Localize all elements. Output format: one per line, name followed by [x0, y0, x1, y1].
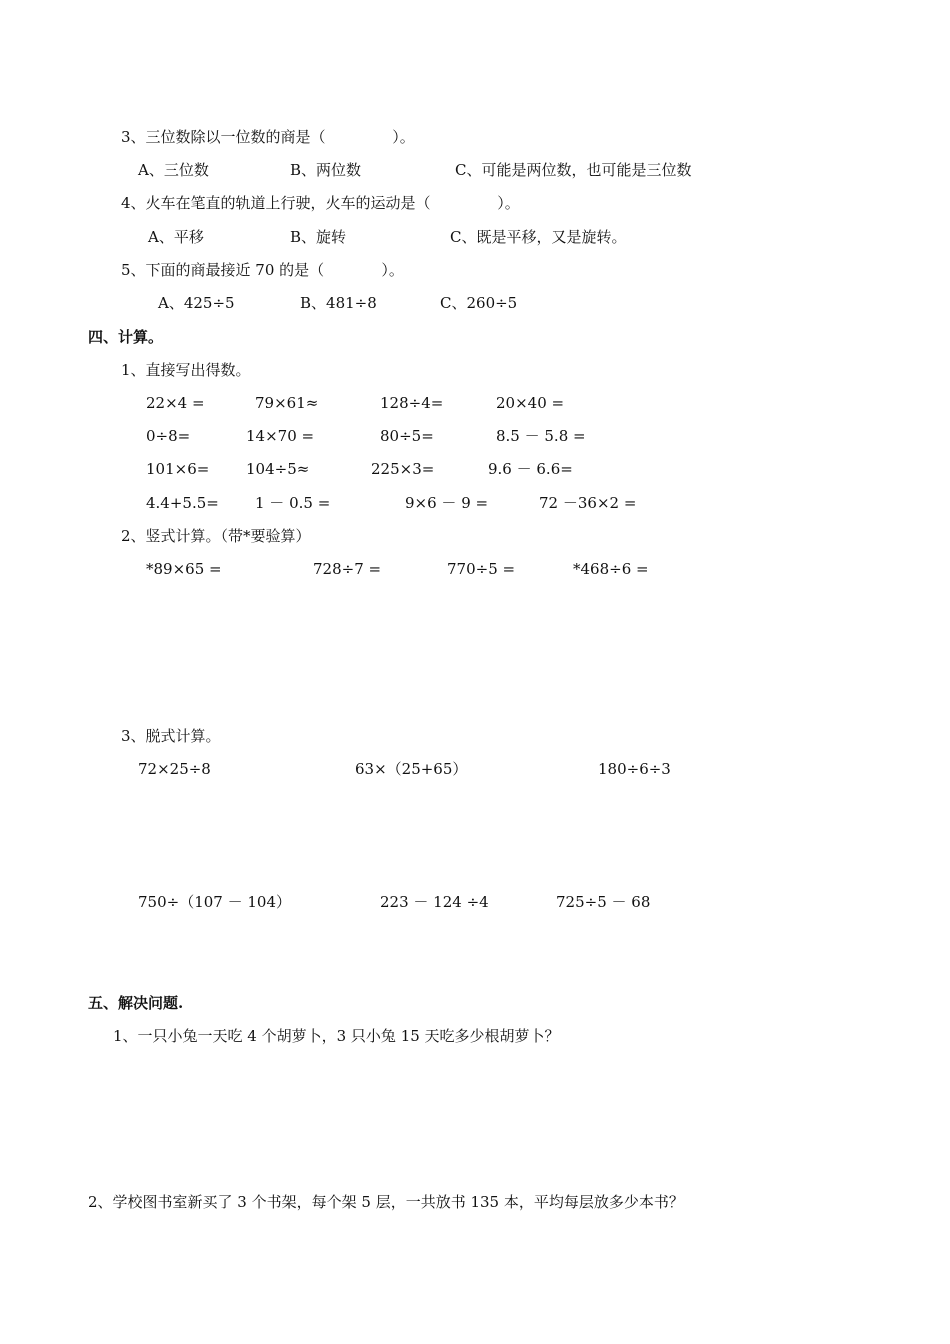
question-3: 3、三位数除以一位数的商是（ ）。: [121, 128, 415, 146]
oral-calc-item: 9.6 － 6.6=: [488, 460, 573, 478]
step-calc-item: 72×25÷8: [138, 760, 211, 778]
word-problem-2: 2、学校图书室新买了 3 个书架，每个架 5 层，一共放书 135 本，平均每层放多少本书？: [88, 1193, 684, 1211]
question-5-option-c: C、260÷5: [440, 294, 518, 312]
question-3-option-b: B、两位数: [290, 161, 362, 179]
oral-calc-item: 128÷4=: [380, 394, 444, 412]
question-5: 5、下面的商最接近 70 的是（ ）。: [121, 261, 404, 279]
step-calc-item: 223 － 124 ÷4: [380, 893, 489, 911]
vertical-calc-item: 770÷5 =: [447, 560, 516, 578]
oral-calc-item: 14×70 =: [246, 427, 315, 445]
vertical-calc-item: 728÷7 =: [313, 560, 382, 578]
question-3-option-c: C、可能是两位数，也可能是三位数: [455, 161, 692, 179]
oral-calc-item: 80÷5=: [380, 427, 434, 445]
step-calc-item: 750÷（107 － 104）: [138, 893, 291, 911]
question-4-option-c: C、既是平移，又是旋转。: [450, 228, 627, 246]
question-5-option-b: B、481÷8: [300, 294, 377, 312]
step-calc-item: 180÷6÷3: [598, 760, 671, 778]
part-1-title: 1、直接写出得数。: [121, 361, 251, 379]
oral-calc-item: 0÷8=: [146, 427, 191, 445]
oral-calc-item: 101×6=: [146, 460, 210, 478]
question-3-option-a: A、三位数: [138, 161, 209, 179]
oral-calc-item: 104÷5≈: [246, 460, 310, 478]
step-calc-item: 725÷5 － 68: [556, 893, 651, 911]
vertical-calc-item: *89×65 =: [146, 560, 222, 578]
oral-calc-item: 79×61≈: [255, 394, 319, 412]
oral-calc-item: 225×3=: [371, 460, 435, 478]
question-4-option-b: B、旋转: [290, 228, 347, 246]
word-problem-1: 1、一只小兔一天吃 4 个胡萝卜，3 只小兔 15 天吃多少根胡萝卜？: [113, 1027, 560, 1045]
section-4-title: 四、计算。: [88, 328, 164, 346]
oral-calc-item: 8.5 － 5.8 =: [496, 427, 586, 445]
oral-calc-item: 72 －36×2 =: [539, 494, 637, 512]
part-2-title: 2、竖式计算。（带*要验算）: [121, 527, 311, 545]
question-4-option-a: A、平移: [148, 228, 204, 246]
vertical-calc-item: *468÷6 =: [573, 560, 649, 578]
step-calc-item: 63×（25+65）: [355, 760, 468, 778]
oral-calc-item: 9×6 － 9 =: [405, 494, 489, 512]
question-4: 4、火车在笔直的轨道上行驶，火车的运动是（ ）。: [121, 194, 520, 212]
oral-calc-item: 22×4 =: [146, 394, 205, 412]
section-5-title: 五、解决问题.: [88, 994, 184, 1012]
oral-calc-item: 20×40 =: [496, 394, 565, 412]
oral-calc-item: 1 － 0.5 =: [255, 494, 331, 512]
oral-calc-item: 4.4+5.5=: [146, 494, 219, 512]
part-3-title: 3、脱式计算。: [121, 727, 221, 745]
question-5-option-a: A、425÷5: [158, 294, 235, 312]
